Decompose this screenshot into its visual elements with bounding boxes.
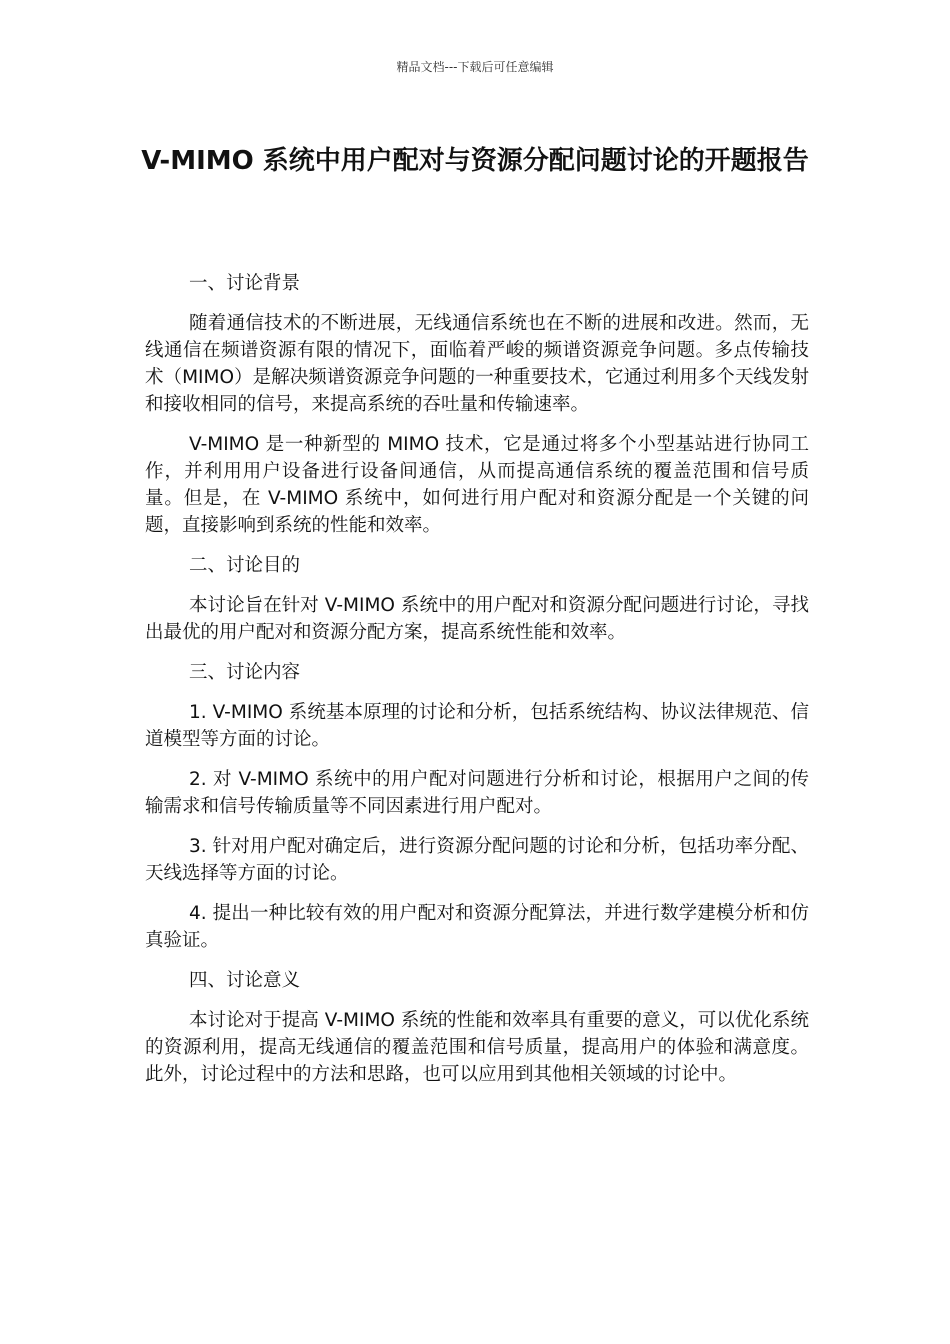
paragraph: V-MIMO 是一种新型的 MIMO 技术，它是通过将多个小型基站进行协同工作，并利用用户设备进行设备间通信，从而提高通信系统的覆盖范围和信号质量。但是，在 V-MIMO 系统中，如何进行用户配对和资源分配是一个关键的问题，直接影响到系统的性能和效率。 <box>145 434 809 536</box>
paragraph: 本讨论对于提高 V-MIMO 系统的性能和效率具有重要的意义，可以优化系统的资源利用，提高无线通信的覆盖范围和信号质量，提高用户的体验和满意度。此外，讨论过程中的方法和思路，也可以应用到其他相关领域的讨论中。 <box>145 1010 809 1085</box>
list-item: 4. 提出一种比较有效的用户配对和资源分配算法，并进行数学建模分析和仿真验证。 <box>145 903 809 951</box>
page-header: 精品文档---下载后可任意编辑 <box>396 60 554 74</box>
section-content <box>145 659 809 954</box>
list-item: 2. 对 V-MIMO 系统中的用户配对问题进行分析和讨论，根据用户之间的传输需求和信号传输质量等不同因素进行用户配对。 <box>145 769 809 817</box>
section-heading: 三、讨论内容 <box>189 662 301 683</box>
paragraph: 随着通信技术的不断进展，无线通信系统也在不断的进展和改进。然而，无线通信在频谱资源有限的情况下，面临着严峻的频谱资源竞争问题。多点传输技术（MIMO）是解决频谱资源竞争问题的一种重要技术，它通过利用多个天线发射和接收相同的信号，来提高系统的吞吐量和传输速率。 <box>145 313 809 415</box>
paragraph: 本讨论旨在针对 V-MIMO 系统中的用户配对和资源分配问题进行讨论，寻找出最优的用户配对和资源分配方案，提高系统性能和效率。 <box>145 595 809 643</box>
list-item: 1. V-MIMO 系统基本原理的讨论和分析，包括系统结构、协议法律规范、信道模型等方面的讨论。 <box>145 702 809 750</box>
section-background <box>145 270 809 539</box>
document-title: V-MIMO 系统中用户配对与资源分配问题讨论的开题报告 <box>141 146 809 176</box>
section-significance <box>145 967 809 1088</box>
section-purpose <box>145 552 809 646</box>
section-heading: 二、讨论目的 <box>189 555 301 576</box>
section-heading: 四、讨论意义 <box>189 970 301 991</box>
section-heading: 一、讨论背景 <box>189 273 301 294</box>
document-body <box>145 270 809 1101</box>
list-item: 3. 针对用户配对确定后，进行资源分配问题的讨论和分析，包括功率分配、天线选择等方面的讨论。 <box>145 836 809 884</box>
